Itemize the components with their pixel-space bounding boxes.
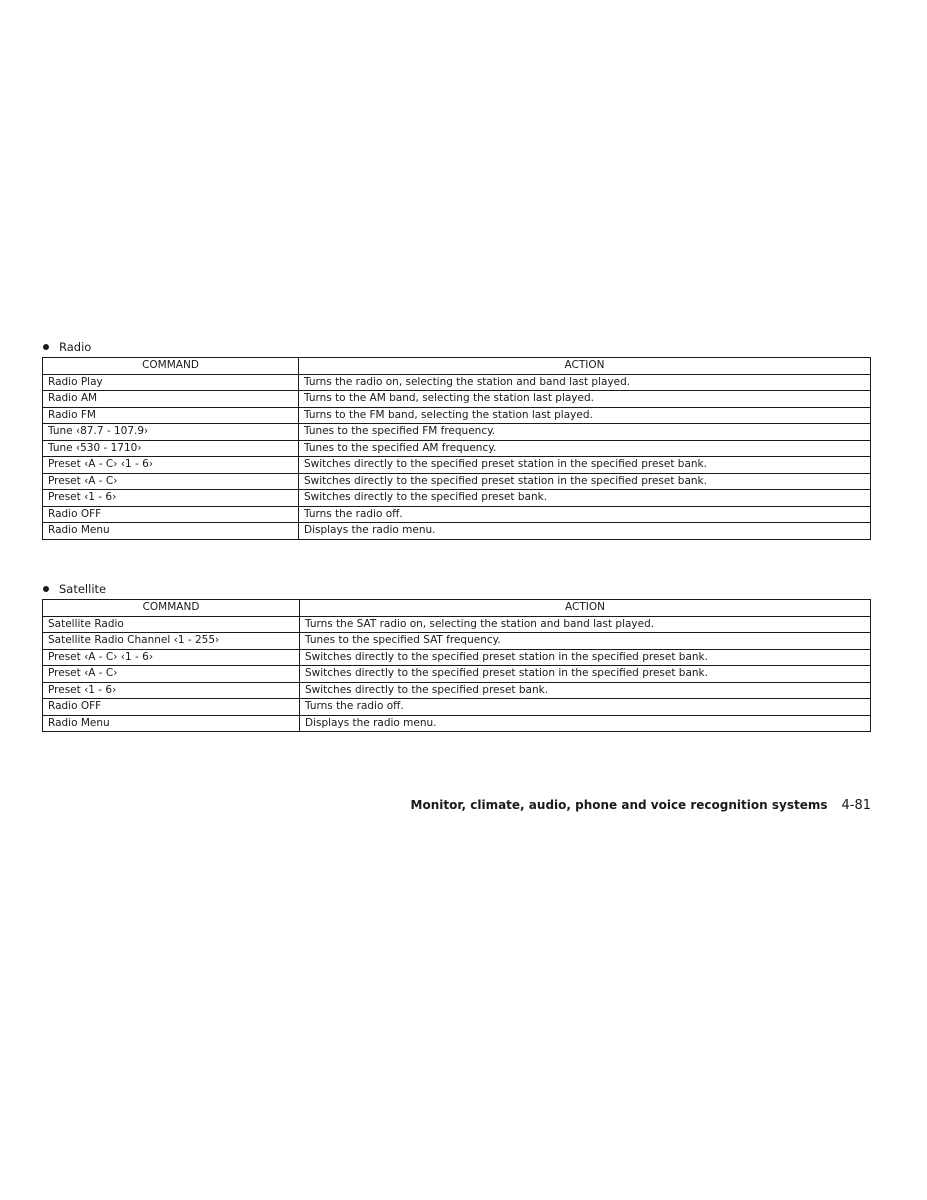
- radio-section: [42, 339, 871, 540]
- action-cell: Tunes to the specified SAT frequency.: [300, 633, 871, 650]
- footer-chapter-title: Monitor, climate, audio, phone and voice recognition systems: [410, 798, 828, 812]
- command-cell: Radio FM: [43, 407, 299, 424]
- command-column-header: COMMAND: [43, 600, 300, 617]
- command-cell: Preset ‹1 - 6›: [43, 490, 299, 507]
- action-cell: Turns to the FM band, selecting the station last played.: [299, 407, 871, 424]
- table-row: [43, 490, 871, 507]
- command-cell: Satellite Radio Channel ‹1 - 255›: [43, 633, 300, 650]
- table-row: [43, 649, 871, 666]
- action-cell: Switches directly to the specified preset station in the specified preset bank.: [300, 649, 871, 666]
- action-cell: Turns the SAT radio on, selecting the station and band last played.: [300, 616, 871, 633]
- action-cell: Switches directly to the specified preset station in the specified preset bank.: [299, 457, 871, 474]
- radio-command-table: [42, 357, 871, 540]
- command-cell: Radio OFF: [43, 699, 300, 716]
- action-cell: Switches directly to the specified preset station in the specified preset bank.: [299, 473, 871, 490]
- table-row: [43, 424, 871, 441]
- table-row: [43, 523, 871, 540]
- table-row: [43, 633, 871, 650]
- table-row: [43, 715, 871, 732]
- table-row: [43, 616, 871, 633]
- action-column-header: ACTION: [299, 358, 871, 375]
- table-row: [43, 440, 871, 457]
- table-row: [43, 666, 871, 683]
- command-cell: Preset ‹A - C›: [43, 473, 299, 490]
- table-row: [43, 391, 871, 408]
- action-cell: Turns the radio on, selecting the station and band last played.: [299, 374, 871, 391]
- action-cell: Turns to the AM band, selecting the station last played.: [299, 391, 871, 408]
- table-row: [43, 699, 871, 716]
- bullet-icon: [43, 586, 49, 592]
- action-cell: Switches directly to the specified preset station in the specified preset bank.: [300, 666, 871, 683]
- command-cell: Radio OFF: [43, 506, 299, 523]
- command-cell: Satellite Radio: [43, 616, 300, 633]
- table-header-row: [43, 358, 871, 375]
- table-row: [43, 682, 871, 699]
- command-cell: Radio Menu: [43, 715, 300, 732]
- table-row: [43, 473, 871, 490]
- table-row: [43, 506, 871, 523]
- command-cell: Radio Play: [43, 374, 299, 391]
- command-cell: Tune ‹530 - 1710›: [43, 440, 299, 457]
- radio-heading-label: Radio: [59, 340, 92, 354]
- command-column-header: COMMAND: [43, 358, 299, 375]
- action-cell: Switches directly to the specified preset bank.: [299, 490, 871, 507]
- command-cell: Tune ‹87.7 - 107.9›: [43, 424, 299, 441]
- command-cell: Radio Menu: [43, 523, 299, 540]
- page-footer: [411, 798, 871, 813]
- page-number: 4-81: [841, 798, 871, 813]
- satellite-heading-label: Satellite: [59, 582, 107, 596]
- command-cell: Preset ‹A - C› ‹1 - 6›: [43, 457, 299, 474]
- action-cell: Turns the radio off.: [299, 506, 871, 523]
- satellite-heading: [42, 581, 871, 597]
- satellite-section: [42, 581, 871, 732]
- table-row: [43, 457, 871, 474]
- action-cell: Displays the radio menu.: [299, 523, 871, 540]
- command-cell: Preset ‹1 - 6›: [43, 682, 300, 699]
- bullet-icon: [43, 344, 49, 350]
- action-cell: Tunes to the specified FM frequency.: [299, 424, 871, 441]
- action-cell: Turns the radio off.: [300, 699, 871, 716]
- action-column-header: ACTION: [300, 600, 871, 617]
- table-row: [43, 407, 871, 424]
- table-header-row: [43, 600, 871, 617]
- command-cell: Preset ‹A - C› ‹1 - 6›: [43, 649, 300, 666]
- command-cell: Radio AM: [43, 391, 299, 408]
- satellite-command-table: [42, 599, 871, 732]
- action-cell: Tunes to the specified AM frequency.: [299, 440, 871, 457]
- action-cell: Switches directly to the specified preset bank.: [300, 682, 871, 699]
- table-row: [43, 374, 871, 391]
- command-cell: Preset ‹A - C›: [43, 666, 300, 683]
- action-cell: Displays the radio menu.: [300, 715, 871, 732]
- radio-heading: [42, 339, 871, 355]
